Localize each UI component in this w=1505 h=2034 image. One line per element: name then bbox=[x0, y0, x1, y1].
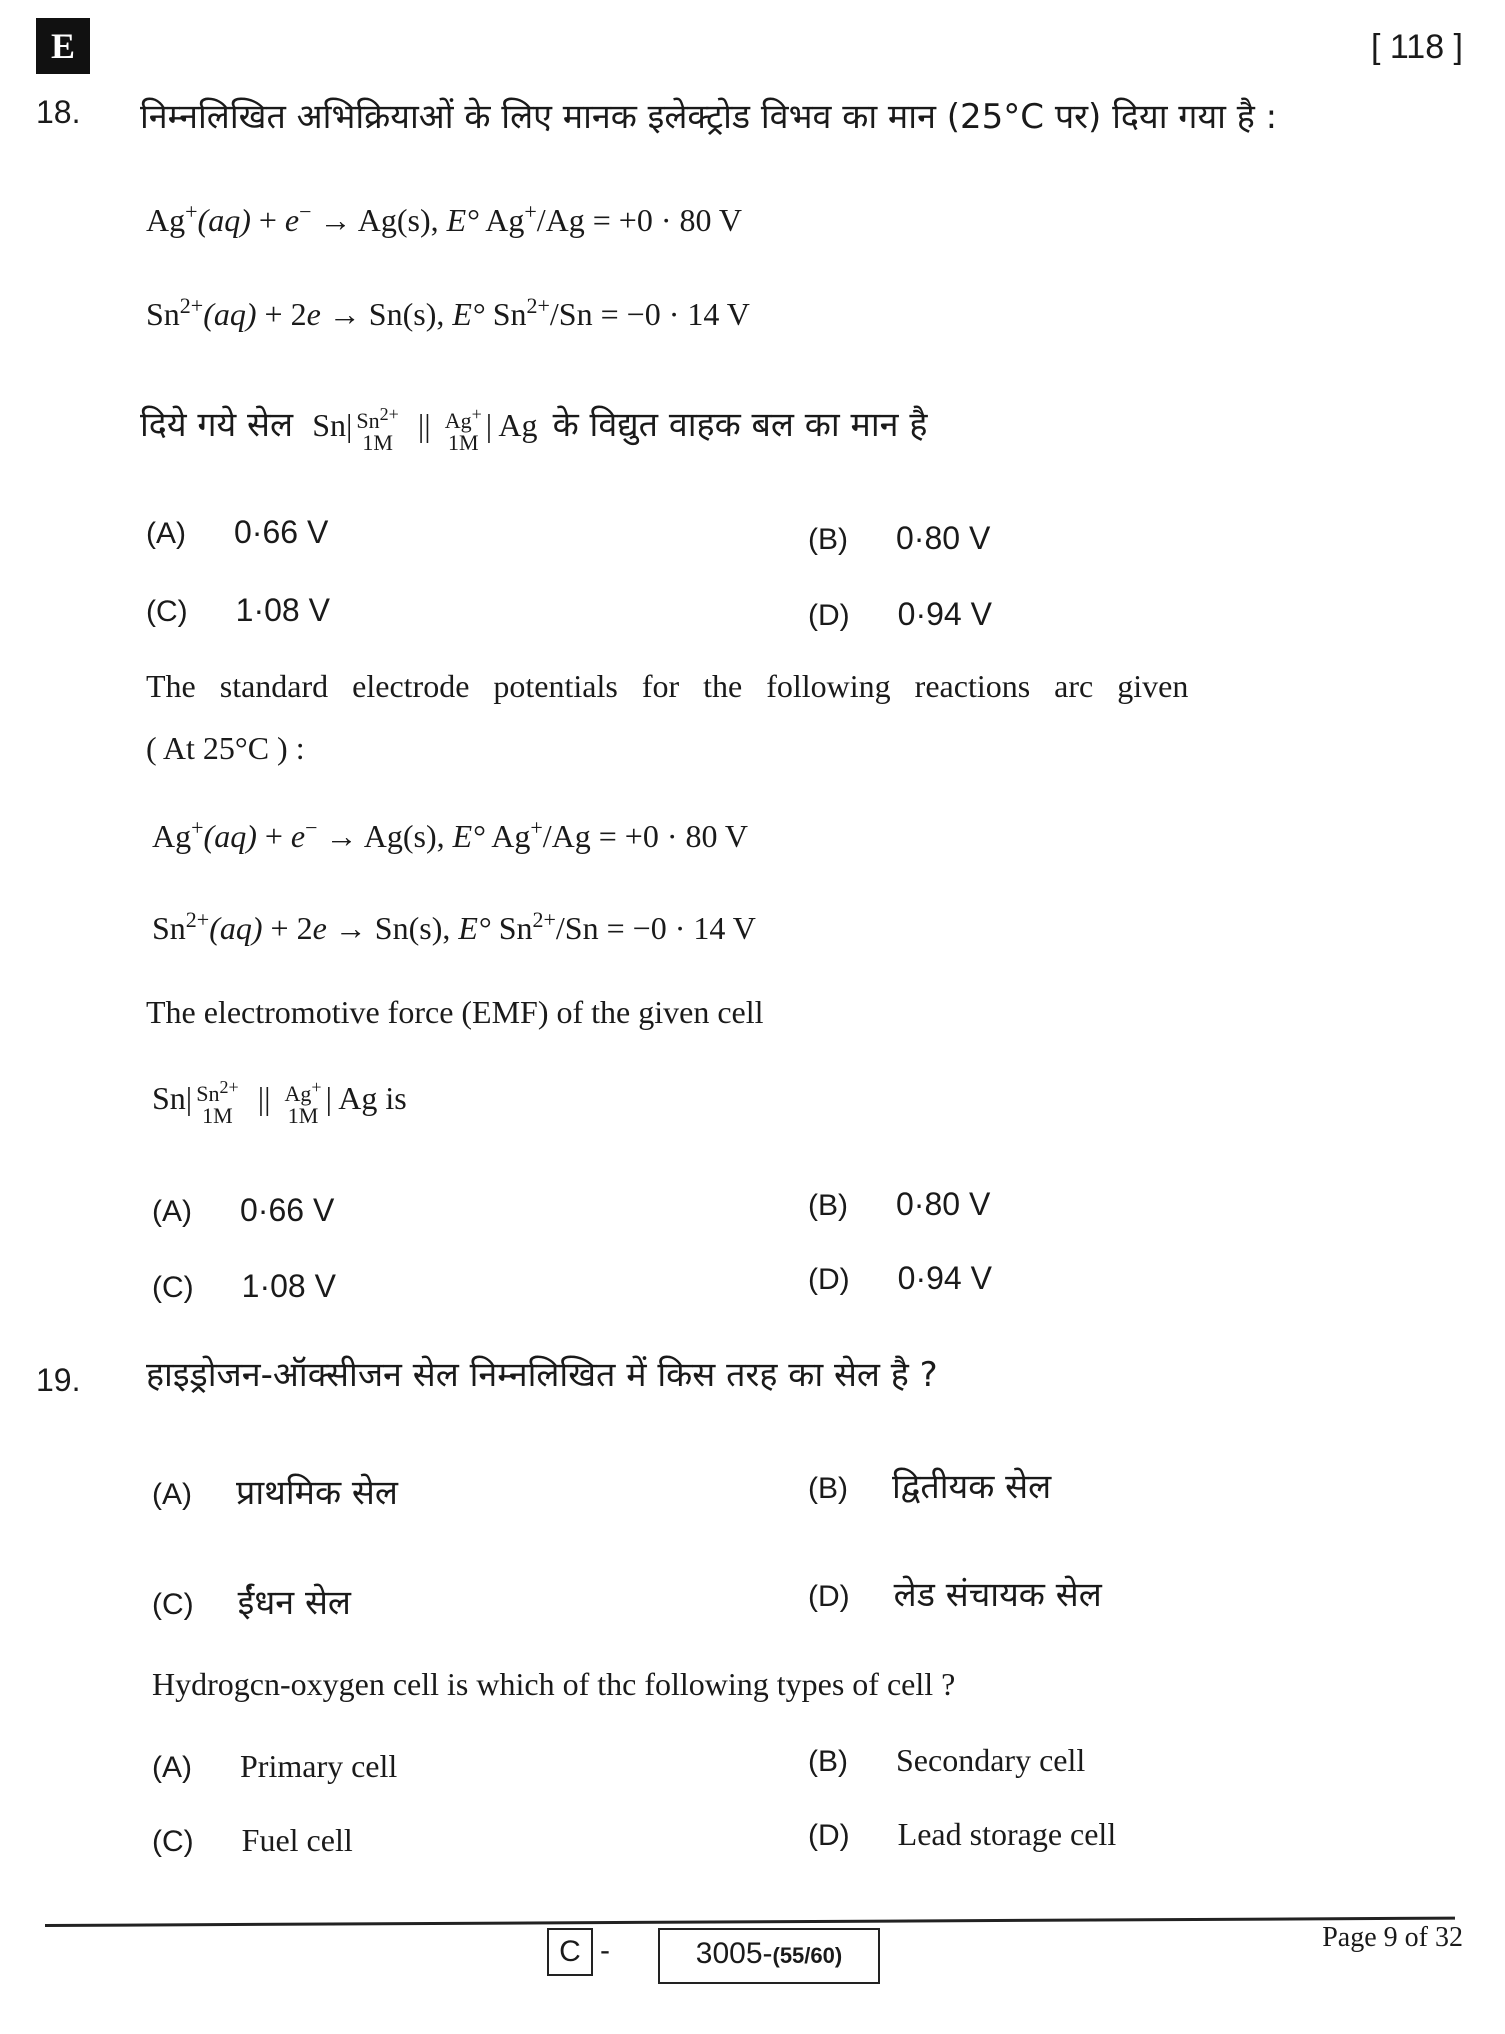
option-b[interactable]: (B) द्वितीयक सेल bbox=[808, 1467, 1052, 1507]
option-d[interactable]: (D) लेड संचायक सेल bbox=[808, 1575, 1102, 1615]
question-stem-english: Hydrogcn-oxygen cell is which of thc following types of cell ? bbox=[152, 1666, 956, 1702]
footer-divider bbox=[45, 1917, 1455, 1927]
option-d[interactable]: (D) 0·94 V bbox=[808, 596, 992, 632]
option-b-english[interactable]: (B) 0·80 V bbox=[808, 1186, 991, 1222]
equation-sn-english: $Sn^{2+}(aq) + 2e \to Sn(s)$, E° $Sn^{2+}/Sn = -0 \cdot 14$ V bbox=[152, 907, 756, 946]
cell-notation-hindi: दिये गये सेल Sn| $Sn^{2+}$ 1M || Ag+ 1M | Ag के विद्युत वाहक बल का मान है bbox=[140, 403, 928, 455]
series-code: C bbox=[547, 1928, 593, 1976]
page-number: Page 9 of 32 bbox=[1322, 1922, 1463, 1953]
option-a-english[interactable]: (A) 0·66 V bbox=[152, 1192, 335, 1228]
footer-dash: - bbox=[600, 1934, 610, 1967]
equation-sn: $Sn^{2+}(aq) + 2e \to Sn(s)$, E° $Sn^{2+}/Sn = -0 \cdot 14$ V bbox=[146, 293, 750, 332]
question-stem-hindi: हाइड्रोजन-ऑक्सीजन सेल निम्नलिखित में किस तरह का सेल है ? bbox=[146, 1355, 938, 1395]
option-b[interactable]: (B) 0·80 V bbox=[808, 520, 991, 556]
option-c-english[interactable]: (C) 1·08 V bbox=[152, 1268, 336, 1304]
question-stem-english: The standard electrode potentials for the following reactions arc given bbox=[146, 668, 1189, 704]
emf-text: The electromotive force (EMF) of the given cell bbox=[146, 994, 764, 1030]
option-d-english[interactable]: (D) 0·94 V bbox=[808, 1260, 992, 1296]
page-reference: [ 118 ] bbox=[1371, 28, 1463, 66]
question-stem-hindi: निम्नलिखित अभिक्रियाओं के लिए मानक इलेक्ट्रोड विभव का मान (25°C पर) दिया गया है : bbox=[140, 97, 1278, 137]
option-d-english[interactable]: (D) Lead storage cell bbox=[808, 1816, 1117, 1852]
option-a[interactable]: (A) 0·66 V bbox=[146, 514, 329, 550]
option-a-english[interactable]: (A) Primary cell bbox=[152, 1748, 398, 1784]
option-c-english[interactable]: (C) Fuel cell bbox=[152, 1822, 353, 1858]
equation-ag-english: Ag+(aq) + e− → Ag(s), E° Ag+/Ag = +0 · 80 V bbox=[152, 815, 749, 854]
set-badge: E bbox=[36, 18, 90, 74]
equation-ag: Ag+(aq) + e− → Ag(s), E° Ag+/Ag = +0 · 80 V bbox=[146, 199, 743, 238]
cell-notation-english: Sn| $Sn^{2+}$ 1M || Ag+ 1M | Ag is bbox=[152, 1076, 407, 1128]
option-a[interactable]: (A) प्राथमिक सेल bbox=[152, 1473, 398, 1513]
option-c[interactable]: (C) ईंधन सेल bbox=[152, 1583, 351, 1623]
question-number: 18. bbox=[36, 94, 81, 130]
option-c[interactable]: (C) 1·08 V bbox=[146, 592, 330, 628]
question-number: 19. bbox=[36, 1362, 81, 1398]
question-stem-english-cont: ( At 25°C ) : bbox=[146, 730, 305, 766]
paper-code: 3005-(55/60) bbox=[658, 1928, 880, 1984]
option-b-english[interactable]: (B) Secondary cell bbox=[808, 1742, 1086, 1778]
